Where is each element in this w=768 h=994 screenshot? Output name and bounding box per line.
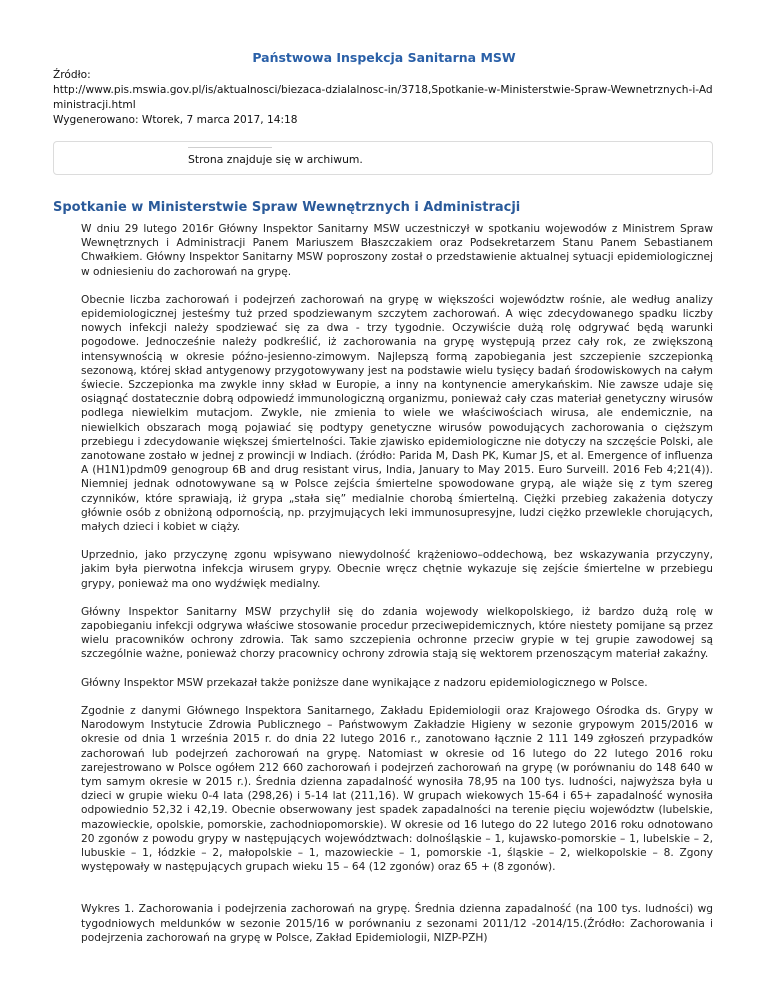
- site-title: Państwowa Inspekcja Sanitarna MSW: [252, 50, 516, 65]
- source-meta: [53, 68, 713, 128]
- source-label: Źródło:: [53, 69, 91, 81]
- archive-notice-box: [53, 141, 713, 175]
- source-url-line-2[interactable]: ministracji.html: [53, 99, 136, 111]
- paragraph-5: Główny Inspektor MSW przekazał także poniższe dane wynikające z nadzoru epidemiologicznego w Polsce.: [81, 676, 648, 689]
- paragraph-3: Uprzednio, jako przyczynę zgonu wpisywano niewydolność krążeniowo–oddechową, bez wskazywania przyczyny, jakim była pierwotna infekcja wirusem grypy. Obecnie wręcz chętnie wykazuje się zejście śmiertelne w przebiegu grypy, ponieważ ma ono wydźwięk medialny.: [81, 549, 713, 590]
- figure-caption: Wykres 1. Zachorowania i podejrzenia zachorowań na grypę. Średnia dzienna zapadalność (na 100 tys. ludności) wg tygodniowych meldunków w sezonie 2015/16 w porównaniu z sezonami 2011/12 -2014/15.(Źródło: Zachorowania i podejrzenia zachorowań na grypę w Polsce, Zakład Epidemiologii, NIZP-PZH): [81, 903, 713, 944]
- source-url-line-1[interactable]: http://www.pis.mswia.gov.pl/is/aktualnosci/biezaca-dzialalnosc-in/3718,Spotkanie-w-Ministerstwie-Spraw-Wewnetrznych-i-Ad: [53, 84, 713, 96]
- generated-timestamp: Wygenerowano: Wtorek, 7 marca 2017, 14:18: [53, 114, 298, 126]
- paragraph-1: W dniu 29 lutego 2016r Główny Inspektor Sanitarny MSW uczestniczył w spotkaniu wojewodów z Ministrem Spraw Wewnętrznych i Administracji Panem Mariuszem Błaszczakiem oraz Podsekretarzem Stanu Panem Sebastianem Chwałkiem. Główny Inspektor Sanitarny MSW poproszony został o przedstawienie aktualnej sytuacji epidemiologicznej w odniesieniu do zachorowań na grypę.: [81, 223, 713, 278]
- paragraph-6: Zgodnie z danymi Głównego Inspektora Sanitarnego, Zakładu Epidemiologii oraz Krajowego Ośrodka ds. Grypy w Narodowym Instytucie Zdrowia Publicznego – Państwowym Zakładzie Higieny w sezonie grypowym 2015/2016 w okresie od dnia 1 września 2015 r. do dnia 22 lutego 2016 r., zanotowano łącznie 2 111 149 zgłoszeń przypadków zachorowań lub podejrzeń zachorowań na grypę. Natomiast w okresie od 16 lutego do 22 lutego 2016 roku zarejestrowano w Polsce ogółem 212 660 zachorowań i podejrzeń zachorowań na grypę (w porównaniu do 148 640 w tym samym okresie w 2015 r.). Średnia dzienna zapadalność wynosiła 78,95 na 100 tys. ludności, najwyższa była u dzieci w grupie wieku 0-4 lata (298,26) i 5-14 lat (211,16). W grupach wiekowych 15-64 i 65+ zapadalność wynosiła odpowiednio 52,32 i 42,19. Obecnie obserwowany jest spadek zapadalności na terenie pięciu województw (lubelskie, mazowieckie, opolskie, pomorskie, zachodniopomorskie). W okresie od 16 lutego do 22 lutego 2016 roku odnotowano 20 zgonów z powodu grypy w następujących województwach: dolnośląskie – 1, kujawsko-pomorskie – 1, lubelskie – 2, lubuskie – 1, łódzkie – 2, małopolskie – 1, mazowieckie – 1, pomorskie -1, śląskie – 2, wielkopolskie – 8. Zgony występowały w następujących grupach wieku 15 – 64 (12 zgonów) oraz 65 + (8 zgonów).: [81, 704, 713, 874]
- article-body: [81, 222, 713, 959]
- paragraph-4: Główny Inspektor Sanitarny MSW przychylił się do zdania wojewody wielkopolskiego, iż bardzo dużą rolę w zapobieganiu infekcji odgrywa właściwe stosowanie procedur przeciwepidemicznych, które niestety pomijane są przez wielu pracowników ochrony zdrowia. Tak samo szczepienia ochronne przeciw grypie w tej grupie zawodowej są szczególnie ważne, ponieważ chorzy pracownicy ochrony zdrowia stają się wektorem przenoszącym materiał zakaźny.: [81, 605, 713, 661]
- paragraph-2: Obecnie liczba zachorowań i podejrzeń zachorowań na grypę w większości województw rośnie, ale według analizy epidemiologicznej jesteśmy tuż przed spodziewanym szczytem zachorowań. A więc zdecydowanego spadku liczby nowych infekcji należy spodziewać się za dwa - trzy tygodnie. Oczywiście dużą rolę odgrywać będą warunki pogodowe. Jednocześnie należy podkreślić, iż zachorowania na grypę występują przez cały rok, ze zwiększoną intensywnością w okresie późno-jesienno-zimowym. Najlepszą formą zapobiegania jest szczepienie szczepionką sezonową, której skład antygenowy przygotowywany jest na podstawie wielu tysięcy badań środowiskowych na całym świecie. Szczepionka ma zwykle inny skład w Europie, a inny na kontynencie amerykańskim. Nie zawsze udaje się osiągnąć dostatecznie dobrą odpowiedź immunologiczną organizmu, ponieważ cały czas materiał genetyczny wirusów podlega niewielkim mutacjom. Zwykle, nie zmienia to wiele we właściwościach wirusa, ale endemicznie, na niewielkich obszarach mogą pojawiać się podtypy genetyczne wirusów powodujących zachorowania o cięższym przebiegu i zdecydowanie większej śmiertelności. Takie zjawisko epidemiologiczne nie dotyczy na szczęście Polski, ale zanotowane zostało w jednej z prowincji w Indiach. (źródło: Parida M, Dash PK, Kumar JS, et al. Emergence of influenza A (H1N1)pdm09 genogroup 6B and drug resistant virus, India, January to May 2015. Euro Surveill. 2016 Feb 4;21(4)). Niemniej jednak odnotowywane są w Polsce zejścia śmiertelne spowodowane grypą, ale wiąże się z tym szereg czynników, które sprawiają, iż grypa „stała się” medialnie chorobą śmiertelną. Ciężki przebieg zakażenia dotyczy głównie osób z obniżoną odpornością, np. przyjmujących leki immunosupresyjne, ludzi ciężko przewlekle chorujących, małych dzieci i kobiet w ciąży.: [81, 293, 713, 534]
- archive-divider: [188, 147, 272, 148]
- article-title: Spotkanie w Ministerstwie Spraw Wewnętrznych i Administracji: [53, 200, 521, 215]
- archive-notice: Strona znajduje się w archiwum.: [188, 153, 363, 166]
